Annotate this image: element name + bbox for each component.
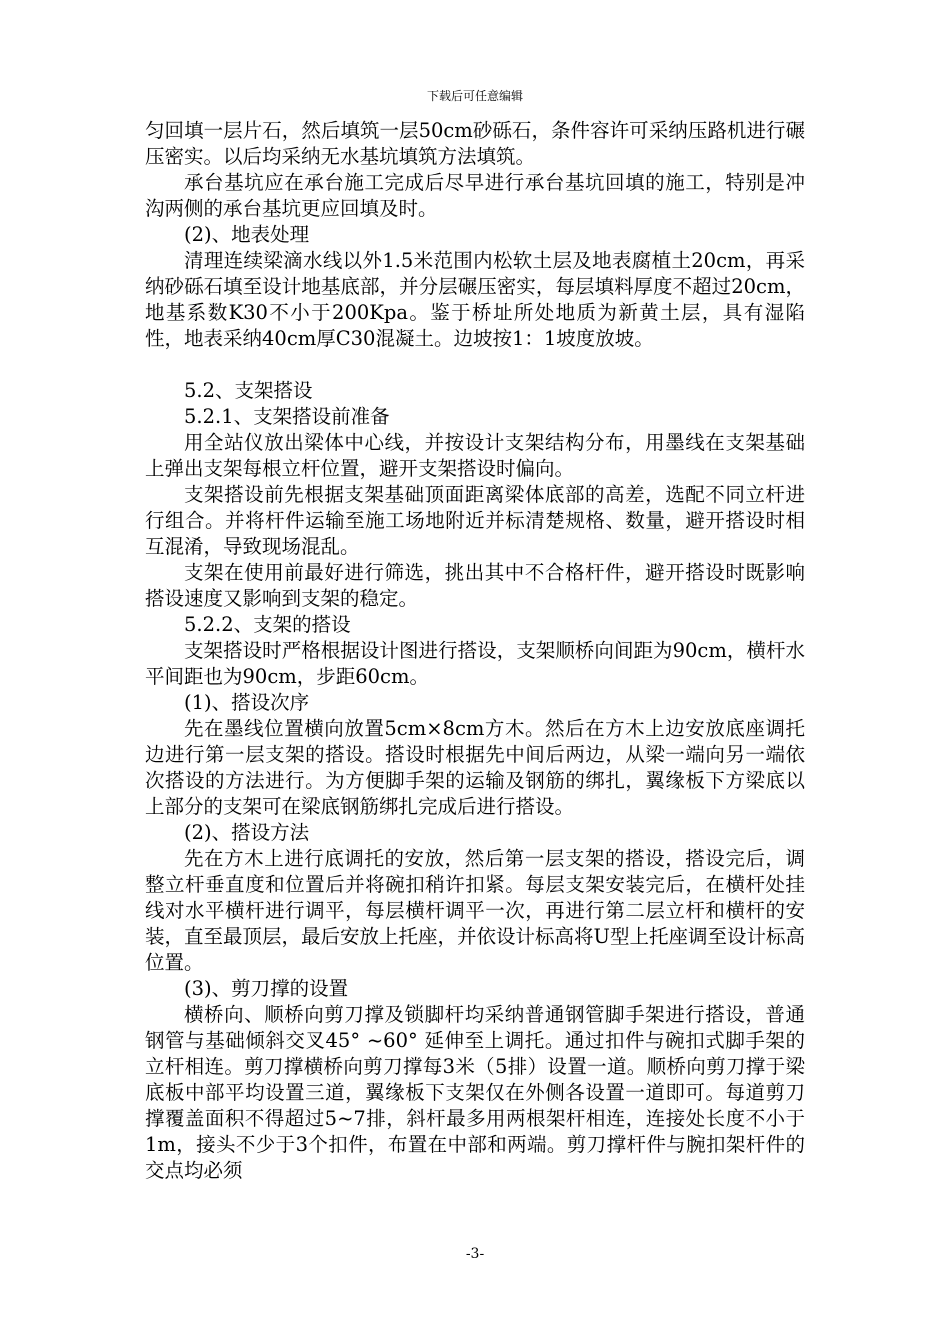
paragraph-surface-treatment: 清理连续梁滴水线以外1.5米范围内松软土层及地表腐植土20cm，再采纳砂砾石填至设计地基底部，并分层碾压密实，每层填料厚度不超过20cm，地基系数K30不小于200Kpa。鉴于桥址所处地质为新黄土层，具有湿陷性，地表采纳40cm厚C30混凝土。边坡按1：1坡度放坡。 [145,249,805,350]
paragraph-spacing: 支架搭设时严格根据设计图进行搭设，支架顺桥向间距为90cm，横杆水平间距也为90cm，步距60cm。 [145,639,805,688]
paragraph-screening: 支架在使用前最好进行筛选，挑出其中不合格杆件，避开搭设时既影响搭设速度又影响到支架的稳定。 [145,561,805,610]
heading-5-2: 5.2、支架搭设 [184,379,313,402]
heading-method: (2)、搭设方法 [184,821,310,844]
page-header: 下载后可任意编辑 [426,89,523,103]
section-gap [145,352,805,378]
paragraph-sequence: 先在墨线位置横向放置5cm×8cm方木。然后在方木上边安放底座调托边进行第一层支架的搭设。搭设时根据先中间后两边，从梁一端向另一端依次搭设的方法进行。为方便脚手架的运输及钢筋的绑扎，翼缘板下方梁底以上部分的支架可在梁底钢筋绑扎完成后进行搭设。 [145,717,805,818]
heading-5-2-1: 5.2.1、支架搭设前准备 [184,405,390,428]
paragraph-bracing: 横桥向、顺桥向剪刀撑及锁脚杆均采纳普通钢管脚手架进行搭设，普通钢管与基础倾斜交叉45° ~60° 延伸至上调托。通过扣件与碗扣式脚手架的立杆相连。剪刀撑横桥向剪刀撑每3米（5排）设置一道。顺桥向剪刀撑于梁底板中部平均设置三道，翼缘板下支架仅在外侧各设置一道即可。每道剪刀撑覆盖面积不得超过5~7排，斜杆最多用两根架杆相连，连接处长度不小于1m，接头不少于3个扣件，布置在中部和两端。剪刀撑杆件与腕扣架杆件的交点均必须 [145,1003,805,1182]
paragraph-backfill: 匀回填一层片石，然后填筑一层50cm砂砾石，条件容许可采纳压路机进行碾压密实。以后均采纳无水基坑填筑方法填筑。 [145,119,805,168]
document-body [145,118,805,1184]
paragraph-cap-pit: 承台基坑应在承台施工完成后尽早进行承台基坑回填的施工，特别是冲沟两侧的承台基坑更应回填及时。 [145,171,805,220]
paragraph-centerline: 用全站仪放出梁体中心线，并按设计支架结构分布，用墨线在支架基础上弹出支架每根立杆位置，避开支架搭设时偏向。 [145,431,805,480]
heading-sequence: (1)、搭设次序 [184,691,310,714]
page-number: -3- [465,1246,485,1262]
paragraph-pole-selection: 支架搭设前先根据支架基础顶面距离梁体底部的高差，选配不同立杆进行组合。并将杆件运输至施工场地附近并标清楚规格、数量，避开搭设时相互混淆，导致现场混乱。 [145,483,805,558]
heading-surface-treatment: (2)、地表处理 [184,223,310,246]
paragraph-method: 先在方木上进行底调托的安放，然后第一层支架的搭设，搭设完后，调整立杆垂直度和位置后并将碗扣稍许扣紧。每层支架安装完后，在横杆处挂线对水平横杆进行调平，每层横杆调平一次，再进行第二层立杆和横杆的安装，直至最顶层，最后安放上托座，并依设计标高将U型上托座调至设计标高位置。 [145,847,805,974]
heading-bracing: (3)、剪刀撑的设置 [184,977,349,1000]
heading-5-2-2: 5.2.2、支架的搭设 [184,613,351,636]
